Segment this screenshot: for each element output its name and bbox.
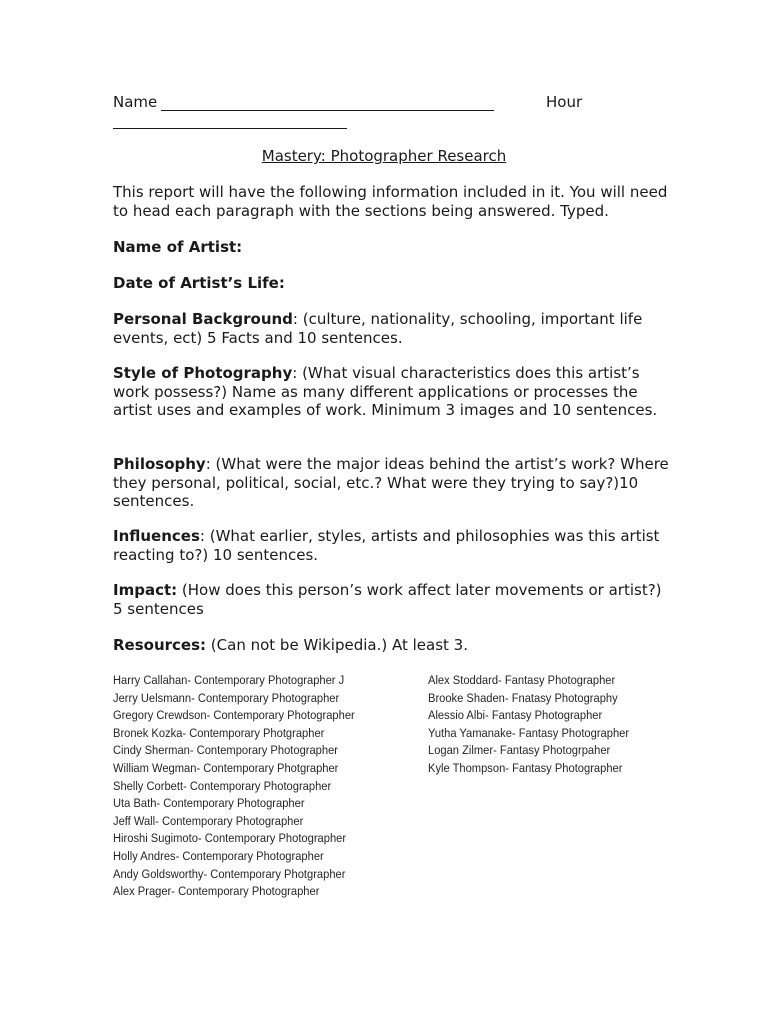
section-name-of-artist — [113, 238, 673, 257]
hour-label: Hour — [546, 93, 583, 111]
list-item: Brooke Shaden- Fnatasy Photography — [428, 690, 618, 705]
section-resources — [113, 636, 673, 655]
section-heading: Name of Artist: — [113, 238, 243, 256]
section-body: : (What earlier, styles, artists and philosophies was this artist reacting to?) 10 sentences. — [113, 527, 660, 564]
hour-blank-line — [113, 128, 347, 129]
section-heading: Style of Photography — [113, 364, 293, 382]
list-item: Shelly Corbett- Contemporary Photographer — [113, 778, 332, 793]
list-item: William Wegman- Contemporary Photgrapher — [113, 760, 339, 775]
section-body: : (culture, nationality, schooling, important life events, ect) 5 Facts and 10 sentences. — [113, 310, 643, 347]
section-personal-background — [113, 310, 673, 347]
section-heading: Philosophy — [113, 455, 206, 473]
resources-list-fantasy — [428, 672, 629, 778]
intro-paragraph: This report will have the following information included in it. You will need to head each paragraph with the sections being answered. Typed. — [113, 183, 668, 220]
list-item: Uta Bath- Contemporary Photographer — [113, 796, 305, 811]
section-influences — [113, 527, 673, 564]
section-body: (Can not be Wikipedia.) At least 3. — [206, 636, 468, 654]
section-body: : (What visual characteristics does this artist’s work possess?) Name as many different applications or processes the artist uses and examples of work. Minimum 3 images and 10 sentences. — [113, 364, 658, 419]
section-style-of-photography — [113, 364, 673, 420]
list-item: Alessio Albi- Fantasy Photographer — [428, 708, 603, 723]
list-item: Andy Goldsworthy- Contemporary Photgrapher — [113, 866, 346, 881]
list-item: Bronek Kozka- Contemporary Photgrapher — [113, 725, 325, 740]
section-heading: Personal Background — [113, 310, 293, 328]
section-impact — [113, 581, 673, 618]
list-item: Kyle Thompson- Fantasy Photographer — [428, 760, 623, 775]
list-item: Harry Callahan- Contemporary Photographer J — [113, 673, 345, 687]
list-item: Holly Andres- Contemporary Photographer — [113, 848, 324, 863]
section-heading: Impact: — [113, 581, 178, 599]
list-item: Alex Prager- Contemporary Photographer — [113, 884, 320, 899]
list-item: Jeff Wall- Contemporary Photographer — [113, 813, 304, 828]
list-item: Alex Stoddard- Fantasy Photographer — [428, 673, 616, 687]
resources-list-contemporary — [113, 672, 355, 901]
document-title: Mastery: Photographer Research — [261, 147, 507, 165]
name-label: Name — [113, 93, 158, 111]
section-body: (How does this person’s work affect later movements or artist?) 5 sentences — [113, 581, 662, 618]
list-item: Logan Zilmer- Fantasy Photogrpaher — [428, 743, 611, 758]
list-item: Yutha Yamanake- Fantasy Photographer — [428, 725, 630, 740]
name-hour-row — [113, 93, 653, 113]
section-body: : (What were the major ideas behind the artist’s work? Where they personal, political, social, etc.? What were they trying to say?)10 sentences. — [113, 455, 669, 510]
section-heading: Resources: — [113, 636, 207, 654]
list-item: Gregory Crewdson- Contemporary Photographer — [113, 708, 355, 723]
list-item: Jerry Uelsmann- Contemporary Photographer — [113, 690, 340, 705]
list-item: Cindy Sherman- Contemporary Photographer — [113, 743, 339, 758]
section-date-of-life — [113, 274, 673, 293]
name-blank-line — [161, 110, 494, 111]
section-philosophy — [113, 455, 673, 511]
section-heading: Date of Artist’s Life: — [113, 274, 285, 292]
list-item: Hiroshi Sugimoto- Contemporary Photographer — [113, 831, 347, 846]
section-heading: Influences — [113, 527, 200, 545]
